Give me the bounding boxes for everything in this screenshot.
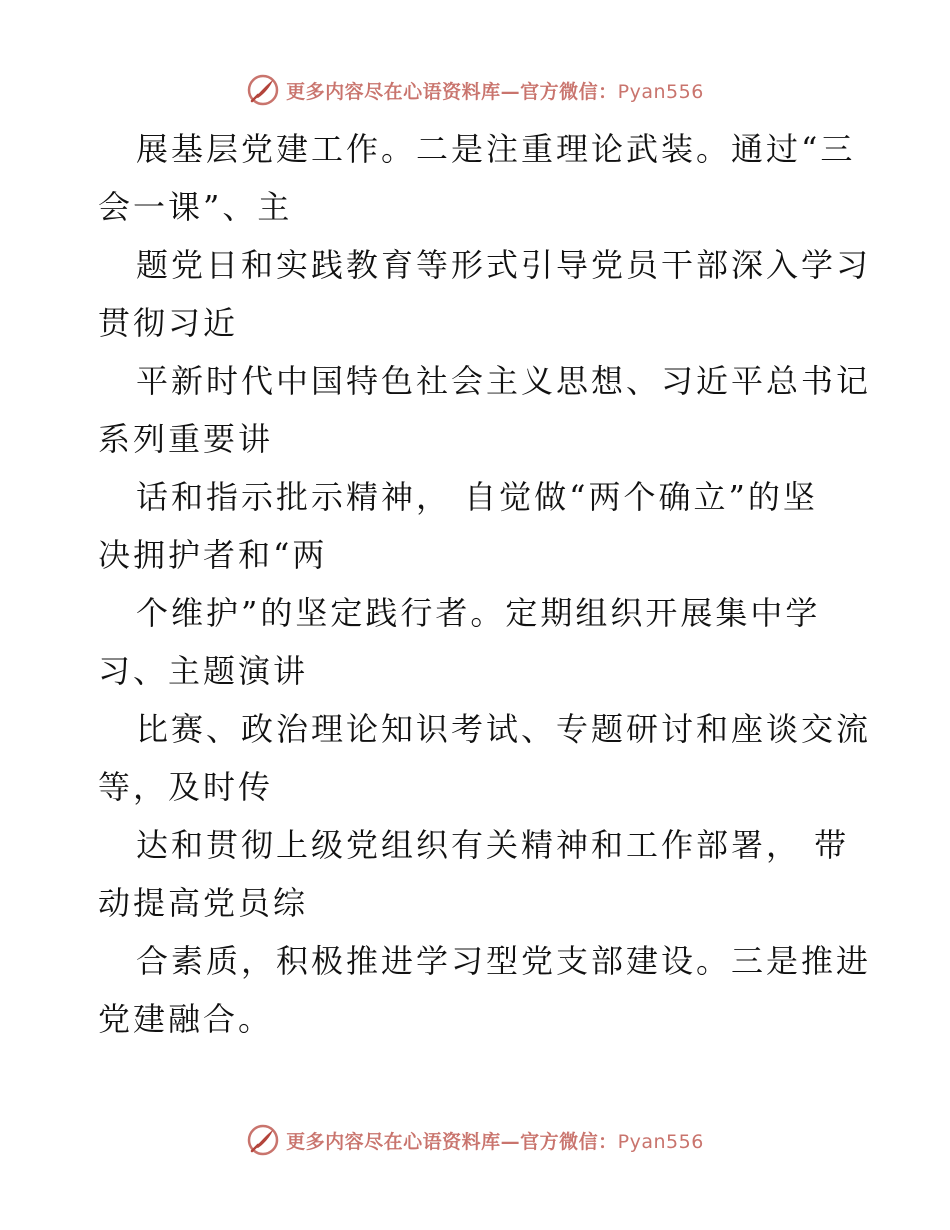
paragraph-line: 比赛、政治理论知识考试、专题研讨和座谈交流 <box>136 710 872 748</box>
paragraph <box>98 700 872 816</box>
watermark-text: 更多内容尽在心语资料库—官方微信：Pyan556 <box>286 1130 704 1153</box>
paragraph <box>98 468 858 584</box>
watermark-text: 更多内容尽在心语资料库—官方微信：Pyan556 <box>286 80 704 103</box>
paragraph-line: 党建融合。 <box>98 1000 274 1038</box>
paragraph-line: 题党日和实践教育等形式引导党员干部深入学习 <box>136 246 872 284</box>
paragraph <box>98 236 872 352</box>
paragraph-line: 话和指示批示精神， 自觉做“两个确立”的坚 <box>136 478 818 516</box>
paragraph-line: 动提高党员综 <box>98 884 309 922</box>
paragraph-line: 平新时代中国特色社会主义思想、习近平总书记 <box>136 362 872 400</box>
paragraph-line: 展基层党建工作。二是注重理论武装。通过“三 <box>136 130 856 168</box>
paragraph <box>98 352 872 468</box>
paragraph <box>98 120 858 236</box>
paragraph-line: 等，及时传 <box>98 768 274 806</box>
paragraph <box>98 584 858 700</box>
paragraph-line: 系列重要讲 <box>98 420 274 458</box>
paragraph-line: 合素质，积极推进学习型党支部建设。三是推进 <box>136 942 872 980</box>
paragraph-line: 达和贯彻上级党组织有关精神和工作部署， 带 <box>136 826 850 864</box>
paragraph <box>98 932 872 1048</box>
paragraph-line: 决拥护者和“两 <box>98 536 328 574</box>
paragraph-line: 会一课”、主 <box>98 188 293 226</box>
paragraph-line: 习、主题演讲 <box>98 652 309 690</box>
feather-pen-logo-icon <box>246 1123 280 1157</box>
footer-watermark <box>0 1120 950 1160</box>
paragraph-line: 贯彻习近 <box>98 304 239 342</box>
paragraph-line: 个维护”的坚定践行者。定期组织开展集中学 <box>136 594 821 632</box>
header-watermark <box>0 70 950 110</box>
feather-pen-logo-icon <box>246 73 280 107</box>
paragraph <box>98 816 858 932</box>
document-body <box>98 120 872 1048</box>
